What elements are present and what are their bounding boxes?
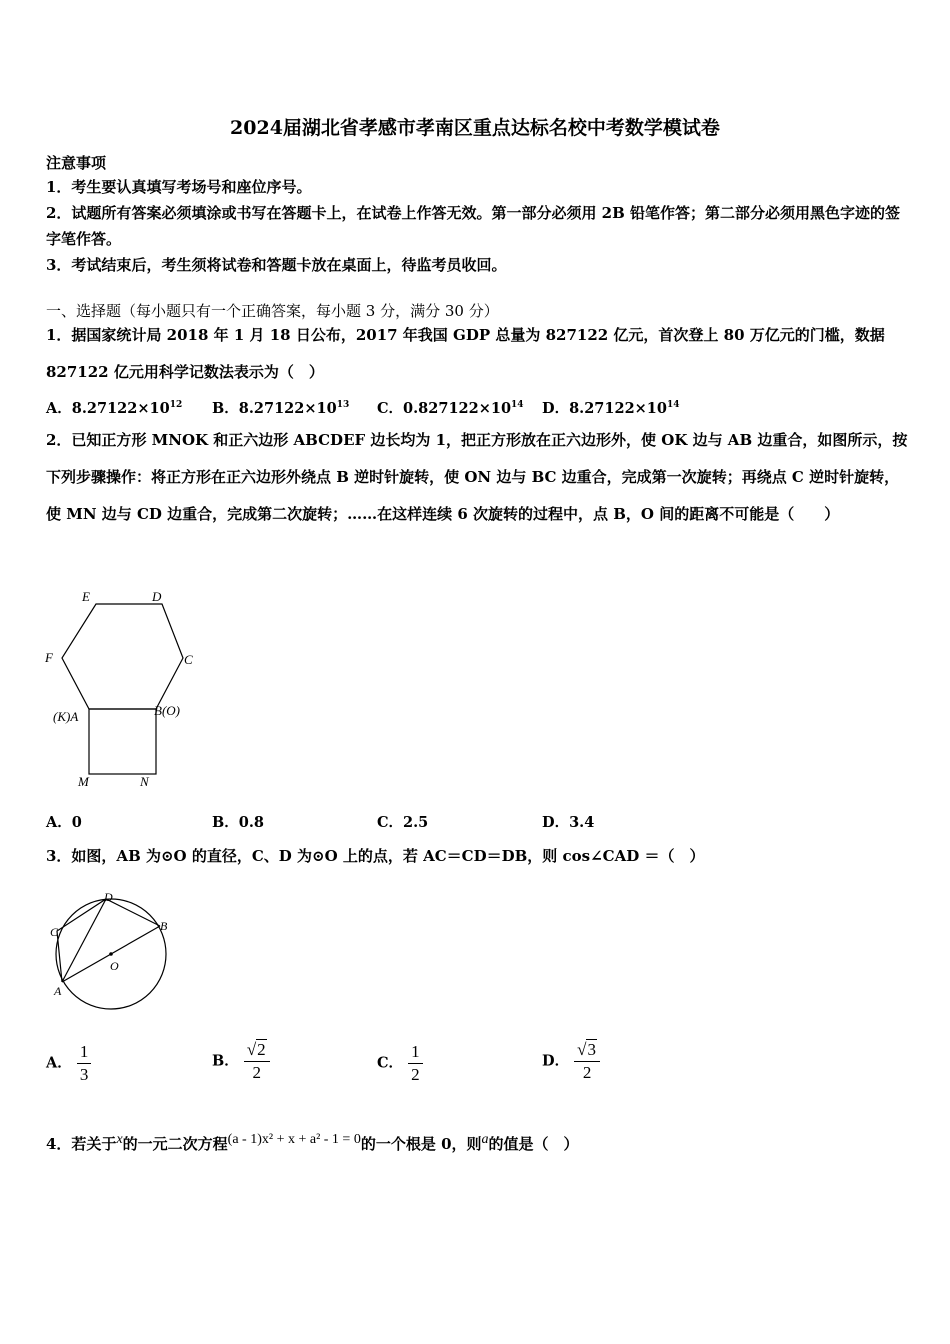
q3-option-d-numerator: 3 xyxy=(587,1040,596,1059)
q3-option-a-fraction xyxy=(77,1042,92,1085)
q4-text-after: 的一个根是 0，则 xyxy=(360,1135,482,1153)
q2-option-c-value: 2.5 xyxy=(403,814,429,831)
q3-option-b-fraction xyxy=(244,1040,270,1083)
q2-option-d[interactable] xyxy=(542,811,594,832)
page-title: 2024届湖北省孝感市孝南区重点达标名校中考数学模试卷 xyxy=(230,117,720,139)
q1-option-d-exp: 14 xyxy=(667,400,680,411)
q4-var-a: a xyxy=(481,1132,489,1147)
q2-option-b-value: 0.8 xyxy=(238,814,264,831)
center-point xyxy=(109,952,113,956)
q3-option-a-numerator: 1 xyxy=(79,1042,89,1061)
notice-item-3: 3．考试结束后，考生须将试卷和答题卡放在桌面上，待监考员收回。 xyxy=(46,256,507,274)
question-4-text xyxy=(46,1132,579,1154)
label-n: N xyxy=(140,774,149,789)
q3-option-c[interactable] xyxy=(377,1042,423,1085)
q3-option-d-fraction xyxy=(574,1040,600,1083)
label-d: D xyxy=(104,890,113,904)
q1-option-a-label: A． xyxy=(46,400,72,417)
label-o: O xyxy=(110,959,119,973)
square-shape xyxy=(89,709,156,774)
label-c: C xyxy=(50,925,59,939)
q1-option-d-value: 8.27122×10 xyxy=(569,400,667,417)
label-b-o: B(O) xyxy=(154,703,180,718)
q3-option-c-label: C． xyxy=(377,1054,404,1072)
label-k-a: (K)A xyxy=(53,709,79,724)
q4-equation: (a - 1)x² + x + a² - 1 = 0 xyxy=(227,1132,361,1147)
q2-option-c[interactable] xyxy=(377,811,428,832)
chords-acdb xyxy=(57,899,160,982)
q4-text-mid: 的一元二次方程 xyxy=(122,1135,228,1153)
q2-option-c-label: C． xyxy=(377,814,404,831)
q2-option-a-label: A． xyxy=(46,814,72,831)
label-d: D xyxy=(152,589,162,604)
q3-option-b-denominator: 2 xyxy=(244,1061,270,1083)
sqrt-icon: √ xyxy=(246,1040,257,1059)
q1-option-a-exp: 12 xyxy=(169,400,183,411)
q3-option-b-numerator: 2 xyxy=(257,1040,266,1059)
label-f: F xyxy=(45,650,53,665)
q3-option-c-fraction xyxy=(408,1042,423,1085)
q3-option-d-denominator: 2 xyxy=(574,1061,600,1083)
label-e: E xyxy=(82,589,90,604)
q4-var-x: x xyxy=(116,1132,123,1147)
q3-option-b-label: B． xyxy=(212,1052,239,1070)
label-b: B xyxy=(160,919,168,933)
question-2-text: 2．已知正方形 MNOK 和正六边形 ABCDEF 边长均为 1，把正方形放在正六边形外，使 OK 边与 AB 边重合，如图所示，按下列步骤操作：将正方形在正六边形外绕点 B 逆时针旋转，使 ON 边与 BC 边重合，完成第一次旋转；再绕点 C 逆时针旋转，使 MN 边与 CD 边重合，完成第二次旋转；……在这样连续 6 次旋转的过程中，点 B，O 间的距离不可能是（ ） xyxy=(46,431,908,523)
sqrt-icon: √ xyxy=(577,1040,587,1059)
q1-option-b-value: 8.27122×10 xyxy=(238,400,337,417)
question-3-text: 3．如图，AB 为⊙O 的直径，C、D 为⊙O 上的点，若 AC＝CD＝DB，则 cos∠CAD ＝（ ） xyxy=(46,847,705,865)
circle-figure xyxy=(44,886,179,1011)
q1-option-c-value: 0.827122×10 xyxy=(403,400,512,417)
question-1-text: 1．据国家统计局 2018 年 1 月 18 日公布，2017 年我国 GDP 总量为 827122 亿元，首次登上 80 万亿元的门槛，数据 827122 亿元用科学记数法表示为（ ） xyxy=(46,326,885,381)
notice-item-1: 1．考生要认真填写考场号和座位序号。 xyxy=(46,178,312,196)
q3-option-d-label: D． xyxy=(542,1052,570,1070)
q2-option-b[interactable] xyxy=(212,811,264,832)
q1-option-c-label: C． xyxy=(377,400,404,417)
hexagon-square-figure xyxy=(40,582,210,792)
q4-text-before: 4．若关于 xyxy=(46,1135,117,1153)
q2-option-a[interactable] xyxy=(46,811,82,832)
q3-option-d[interactable] xyxy=(542,1040,600,1083)
q2-option-b-label: B． xyxy=(212,814,239,831)
q1-option-a[interactable] xyxy=(46,397,182,418)
q2-option-a-value: 0 xyxy=(71,814,82,831)
q1-option-b-exp: 13 xyxy=(336,400,350,411)
q1-option-b-label: B． xyxy=(212,400,239,417)
q3-option-a[interactable] xyxy=(46,1042,91,1085)
q1-option-d[interactable] xyxy=(542,397,680,418)
q3-option-a-label: A． xyxy=(46,1054,72,1072)
q1-option-d-label: D． xyxy=(542,400,570,417)
q2-option-d-value: 3.4 xyxy=(569,814,595,831)
notice-item-2: 2．试题所有答案必须填涂或书写在答题卡上，在试卷上作答无效。第一部分必须用 2B 铅笔作答；第二部分必须用黑色字迹的签字笔作答。 xyxy=(46,204,901,248)
q3-option-c-denominator: 2 xyxy=(408,1063,423,1085)
hexagon-shape xyxy=(62,604,183,709)
label-c: C xyxy=(184,652,193,667)
q3-option-c-numerator: 1 xyxy=(411,1042,420,1061)
q4-text-end: 的值是（ ） xyxy=(488,1135,579,1153)
q1-option-a-value: 8.27122×10 xyxy=(71,400,170,417)
notice-heading: 注意事项 xyxy=(46,154,107,172)
section-heading: 一、选择题（每小题只有一个正确答案，每小题 3 分，满分 30 分） xyxy=(46,302,499,320)
q2-option-d-label: D． xyxy=(542,814,570,831)
label-m: M xyxy=(78,774,89,789)
q1-option-b[interactable] xyxy=(212,397,349,418)
q1-option-c[interactable] xyxy=(377,397,524,418)
q3-option-b[interactable] xyxy=(212,1040,270,1083)
q3-option-a-denominator: 3 xyxy=(77,1063,92,1085)
label-a: A xyxy=(54,984,62,998)
q1-option-c-exp: 14 xyxy=(511,400,524,411)
